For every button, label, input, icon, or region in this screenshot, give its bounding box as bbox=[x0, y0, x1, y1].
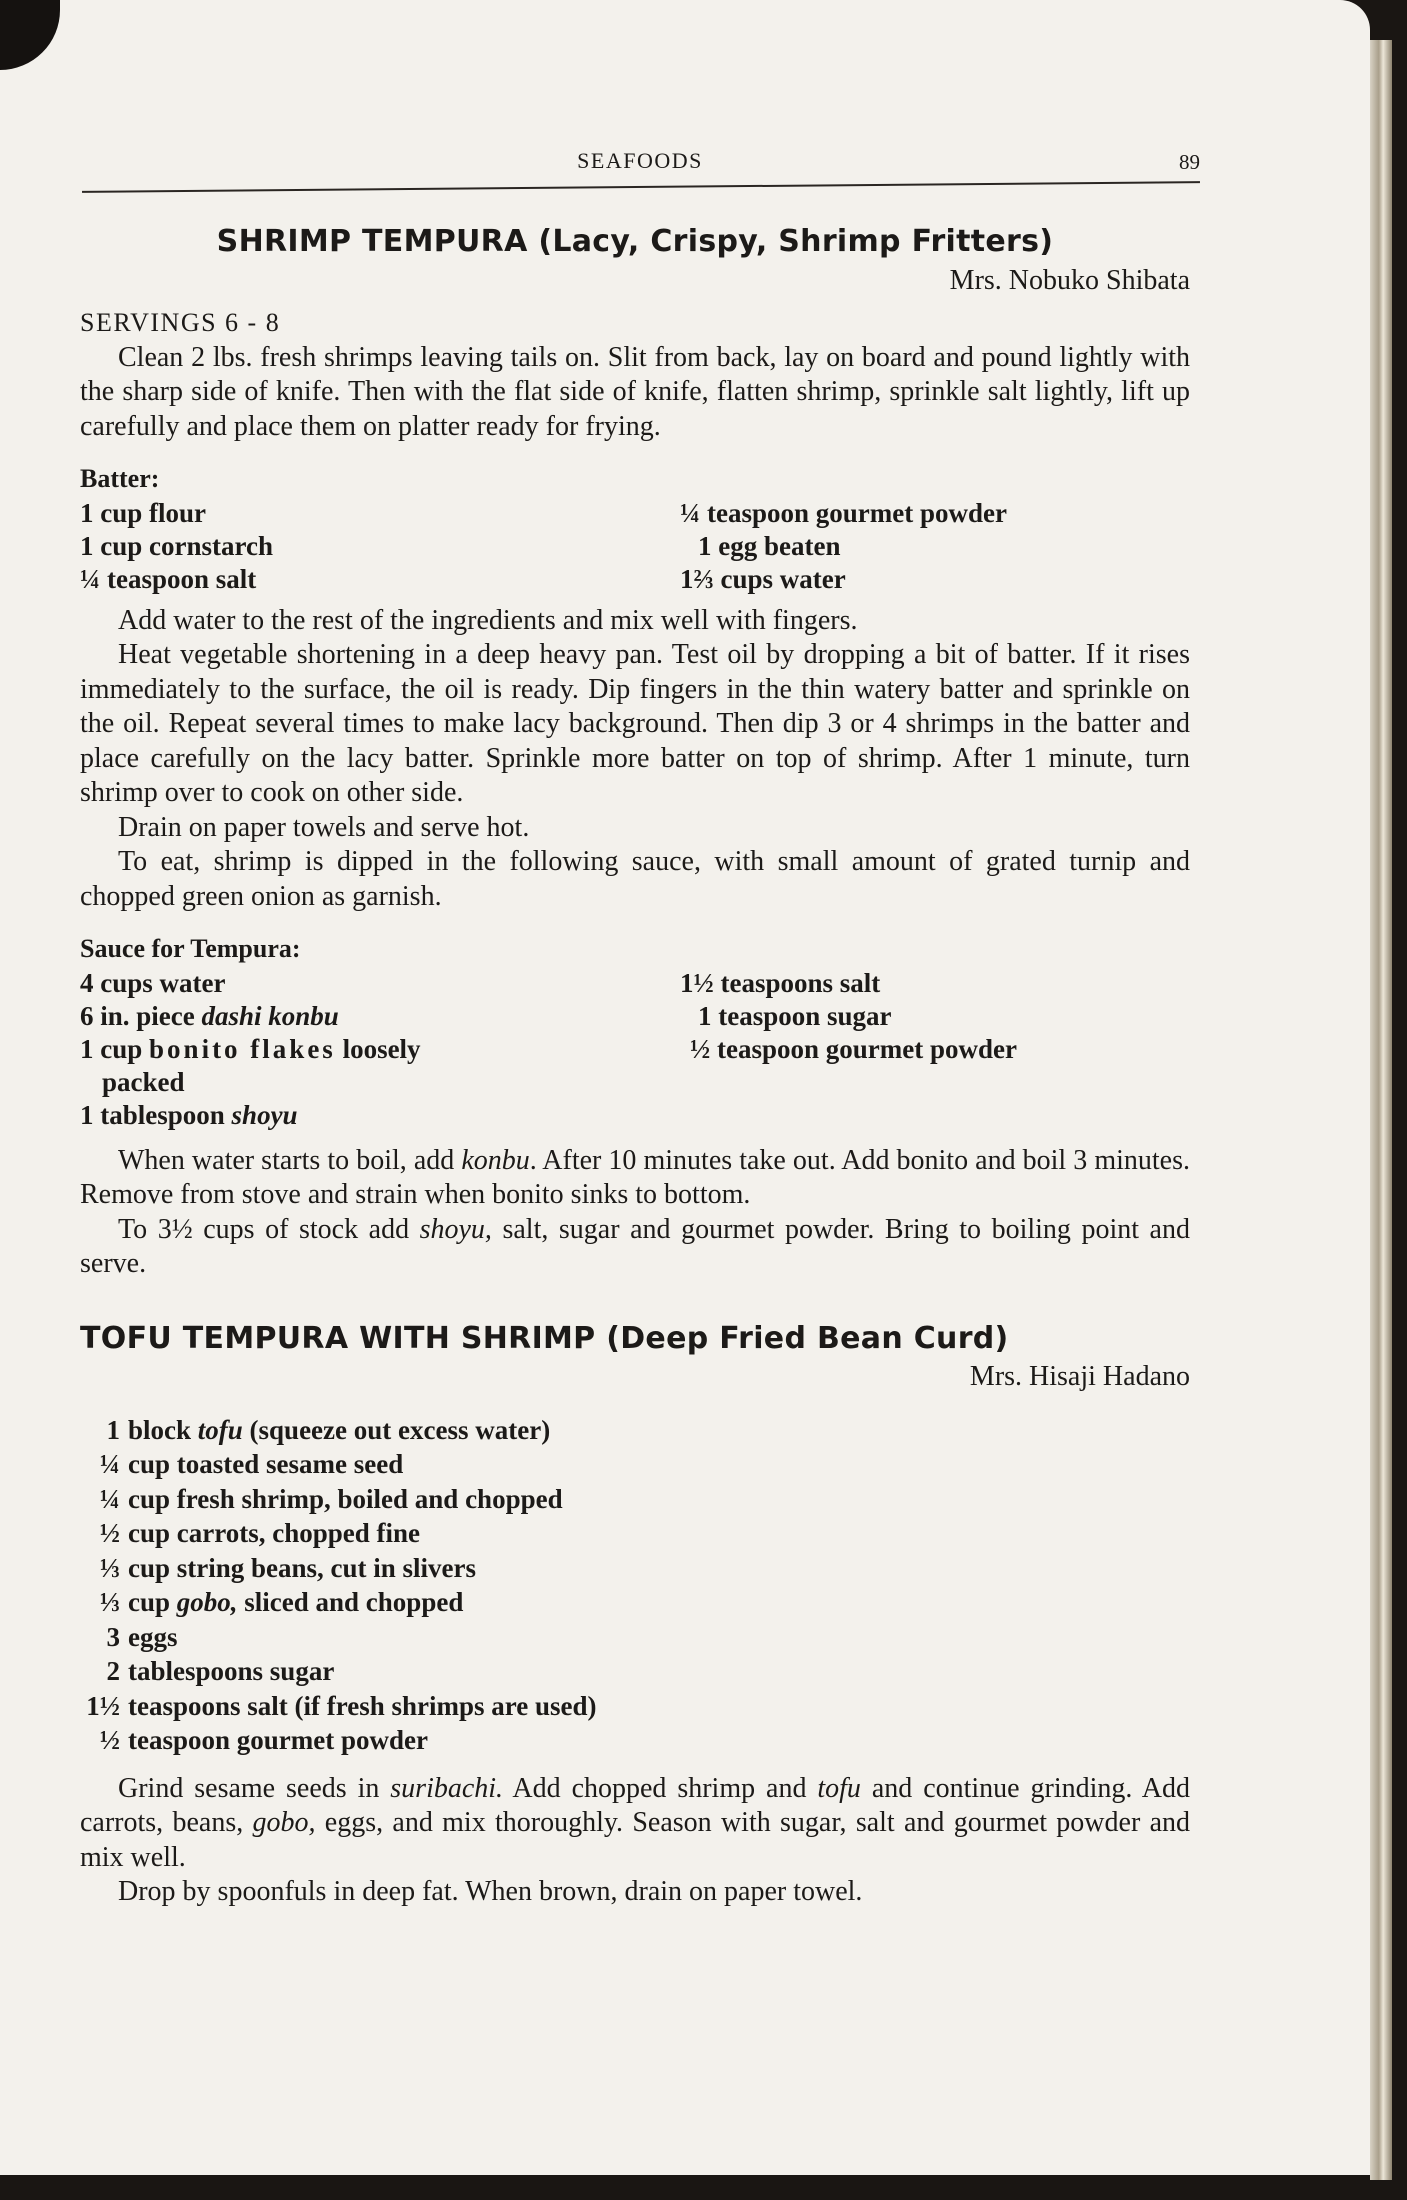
ingredient-item: 4 cups water bbox=[80, 967, 226, 998]
ingredient-item: ¼ teaspoon salt bbox=[80, 563, 257, 594]
recipe-title-tofu-tempura: TOFU TEMPURA WITH SHRIMP (Deep Fried Bean Curd) bbox=[80, 1320, 1009, 1356]
method-paragraph: Heat vegetable shortening in a deep heavy pan. Test oil by dropping a bit of batter. If it rises immediately to the surface, the oil is ready. Dip fingers in the thin watery batter and sprinkle on the oil. Repeat several times to make lacy background. Then dip 3 or 4 shrimps in the batter and place carefully on the lacy batter. Sprinkle more batter on top of shrimp. After 1 minute, turn shrimp over to cook on other side. bbox=[80, 639, 1190, 808]
method-paragraph: Grind sesame seeds in suribachi. Add chopped shrimp and tofu and continue grinding. Add carrots, beans, gobo, eggs, and mix thoroughly. Season with sugar, salt and gourmet powder and mix well. bbox=[80, 1772, 1190, 1873]
tofu-ingredients bbox=[80, 1413, 1190, 1758]
ingredient-item: packed bbox=[102, 1066, 185, 1097]
ingredient-item: ½ cup carrots, chopped fine bbox=[99, 1518, 421, 1548]
page-number: 89 bbox=[1179, 150, 1200, 174]
ingredient-item: 6 in. piece dashi konbu bbox=[80, 1000, 339, 1031]
tempura-method bbox=[80, 604, 1190, 915]
batter-ingredients bbox=[80, 497, 1190, 596]
recipe-author-shibata: Mrs. Nobuko Shibata bbox=[949, 264, 1190, 296]
method-paragraph: To eat, shrimp is dipped in the following sauce, with small amount of grated turnip and chopped green onion as garnish. bbox=[80, 846, 1190, 912]
ingredient-item: 1 egg beaten bbox=[698, 530, 841, 561]
page-corner-shadow bbox=[0, 0, 60, 70]
ingredient-item: 2 tablespoons sugar bbox=[106, 1656, 335, 1686]
ingredient-item: 1 block tofu (squeeze out excess water) bbox=[106, 1414, 551, 1445]
ingredient-item: 1 cup cornstarch bbox=[80, 530, 273, 561]
sauce-method bbox=[80, 1144, 1190, 1282]
ingredient-item: ½ teaspoon gourmet powder bbox=[690, 1033, 1017, 1064]
page-edge-stack bbox=[1370, 40, 1392, 2180]
ingredient-item: 1½ teaspoons salt (if fresh shrimps are used) bbox=[86, 1690, 597, 1721]
ingredient-item: 1½ teaspoons salt bbox=[680, 967, 881, 998]
ingredient-item: ⅓ cup string beans, cut in slivers bbox=[99, 1552, 477, 1583]
ingredient-item: 3 eggs bbox=[106, 1621, 178, 1652]
ingredient-item: ¼ teaspoon gourmet powder bbox=[680, 497, 1007, 528]
servings-label: SERVINGS 6 - 8 bbox=[80, 308, 281, 337]
sauce-heading: Sauce for Tempura: bbox=[80, 934, 301, 963]
method-paragraph: Drop by spoonfuls in deep fat. When brown, drain on paper towel. bbox=[118, 1876, 863, 1907]
page-header bbox=[80, 148, 1200, 184]
ingredient-item: ⅓ cup gobo, sliced and chopped bbox=[99, 1587, 464, 1617]
method-paragraph: Add water to the rest of the ingredients and mix well with fingers. bbox=[118, 604, 858, 636]
ingredient-item: 1 teaspoon sugar bbox=[698, 1000, 892, 1031]
ingredient-item: 1 cup flour bbox=[80, 497, 207, 528]
method-paragraph: To 3½ cups of stock add shoyu, salt, sugar and gourmet powder. Bring to boiling point and serve. bbox=[80, 1213, 1190, 1279]
ingredient-item: 1 cup bonito flakes loosely bbox=[80, 1033, 421, 1064]
ingredient-item: ½ teaspoon gourmet powder bbox=[99, 1725, 428, 1755]
tofu-method bbox=[80, 1772, 1190, 1910]
ingredient-item: 1 tablespoon shoyu bbox=[80, 1099, 298, 1130]
running-head: SEAFOODS bbox=[577, 148, 703, 173]
shrimp-prep-paragraph: Clean 2 lbs. fresh shrimps leaving tails on. Slit from back, lay on board and pound lightly with the sharp side of knife. Then with the flat side of knife, flatten shrimp, sprinkle salt lightly, lift up carefully and place them on platter ready for frying. bbox=[80, 341, 1190, 442]
recipe-title-shrimp-tempura: SHRIMP TEMPURA (Lacy, Crispy, Shrimp Fritters) bbox=[216, 224, 1054, 259]
ingredient-item: 1⅔ cups water bbox=[680, 563, 846, 594]
batter-heading: Batter: bbox=[80, 464, 160, 493]
page-content bbox=[80, 225, 1190, 1910]
sauce-ingredients bbox=[80, 967, 1190, 1132]
ingredient-item: ¼ cup toasted sesame seed bbox=[99, 1449, 404, 1479]
ingredient-item: ¼ cup fresh shrimp, boiled and chopped bbox=[99, 1483, 563, 1514]
method-paragraph: Drain on paper towels and serve hot. bbox=[118, 811, 530, 843]
method-paragraph: When water starts to boil, add konbu. After 10 minutes take out. Add bonito and boil 3 minutes. Remove from stove and strain when bonito sinks to bottom. bbox=[80, 1144, 1190, 1210]
recipe-author-hadano: Mrs. Hisaji Hadano bbox=[969, 1361, 1190, 1392]
